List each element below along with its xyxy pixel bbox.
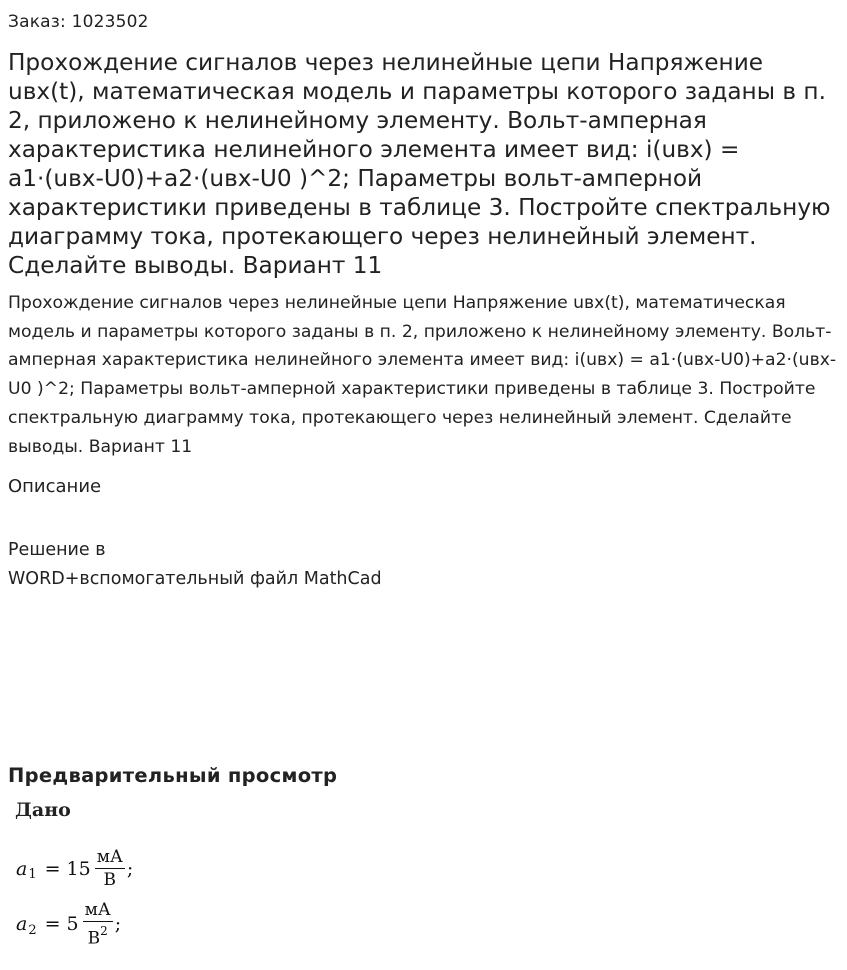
given-heading: Дано — [15, 799, 71, 821]
unit-power: 2 — [100, 924, 108, 938]
unit-denominator: В — [103, 870, 117, 890]
formula-unit-fraction — [95, 846, 125, 891]
unit-denominator: $В^2$ — [87, 924, 108, 949]
solution-line-2: WORD+вспомогательный файл MathCad — [8, 568, 382, 589]
section-label-description: Описание — [8, 476, 102, 497]
task-description: Прохождение сигналов через нелинейные цепи Напряжение uвх(t), математическая модель и параметры которого заданы в п. 2, приложено к нелинейному элементу. Вольт-амперная характеристика нелинейного элемента имеет вид: i(uвх) = a1·(uвх-U0)+a2·(uвх-U0 )^2; Параметры вольт-амперной характеристики приведены в таблице 3. Постройте спектральную диаграмму тока, протекающего через нелинейный элемент. Сделайте выводы. Вариант 11 — [8, 293, 837, 457]
unit-numerator: мА — [96, 847, 123, 867]
formula-terminator: ; — [114, 913, 122, 936]
formula-value: 15 — [66, 857, 91, 880]
formula-value: 5 — [66, 913, 79, 936]
solution-line-1: Решение в — [8, 540, 106, 560]
formula-variable: a — [16, 913, 28, 936]
solution-info — [8, 536, 508, 593]
formula-unit-fraction — [83, 899, 113, 950]
formula-a1 — [16, 846, 133, 891]
page-title: Прохождение сигналов через нелинейные цепи Напряжение uвх(t), математическая модель и параметры которого заданы в п. 2, приложено к нелинейному элементу. Вольт-амперная характеристика нелинейного элемента имеет вид: i(uвх) = a1·(uвх-U0)+a2·(uвх-U0 )^2; Параметры вольт-амперной характеристики приведены в таблице 3. Постройте спектральную диаграмму тока, протекающего через нелинейный элемент. Сделайте выводы. Вариант 11 — [8, 49, 831, 279]
formula-equals: = — [44, 857, 61, 880]
preview-heading: Предварительный просмотр — [8, 764, 338, 787]
formula-subscript: 1 — [28, 867, 37, 882]
formula-a2 — [16, 899, 121, 950]
formula-terminator: ; — [126, 857, 134, 880]
formula-subscript: 2 — [28, 922, 37, 938]
formula-equals: = — [44, 913, 61, 936]
order-number: Заказ: 1023502 — [8, 12, 149, 32]
formula-variable: a — [16, 857, 28, 880]
unit-numerator: мА — [84, 900, 111, 920]
